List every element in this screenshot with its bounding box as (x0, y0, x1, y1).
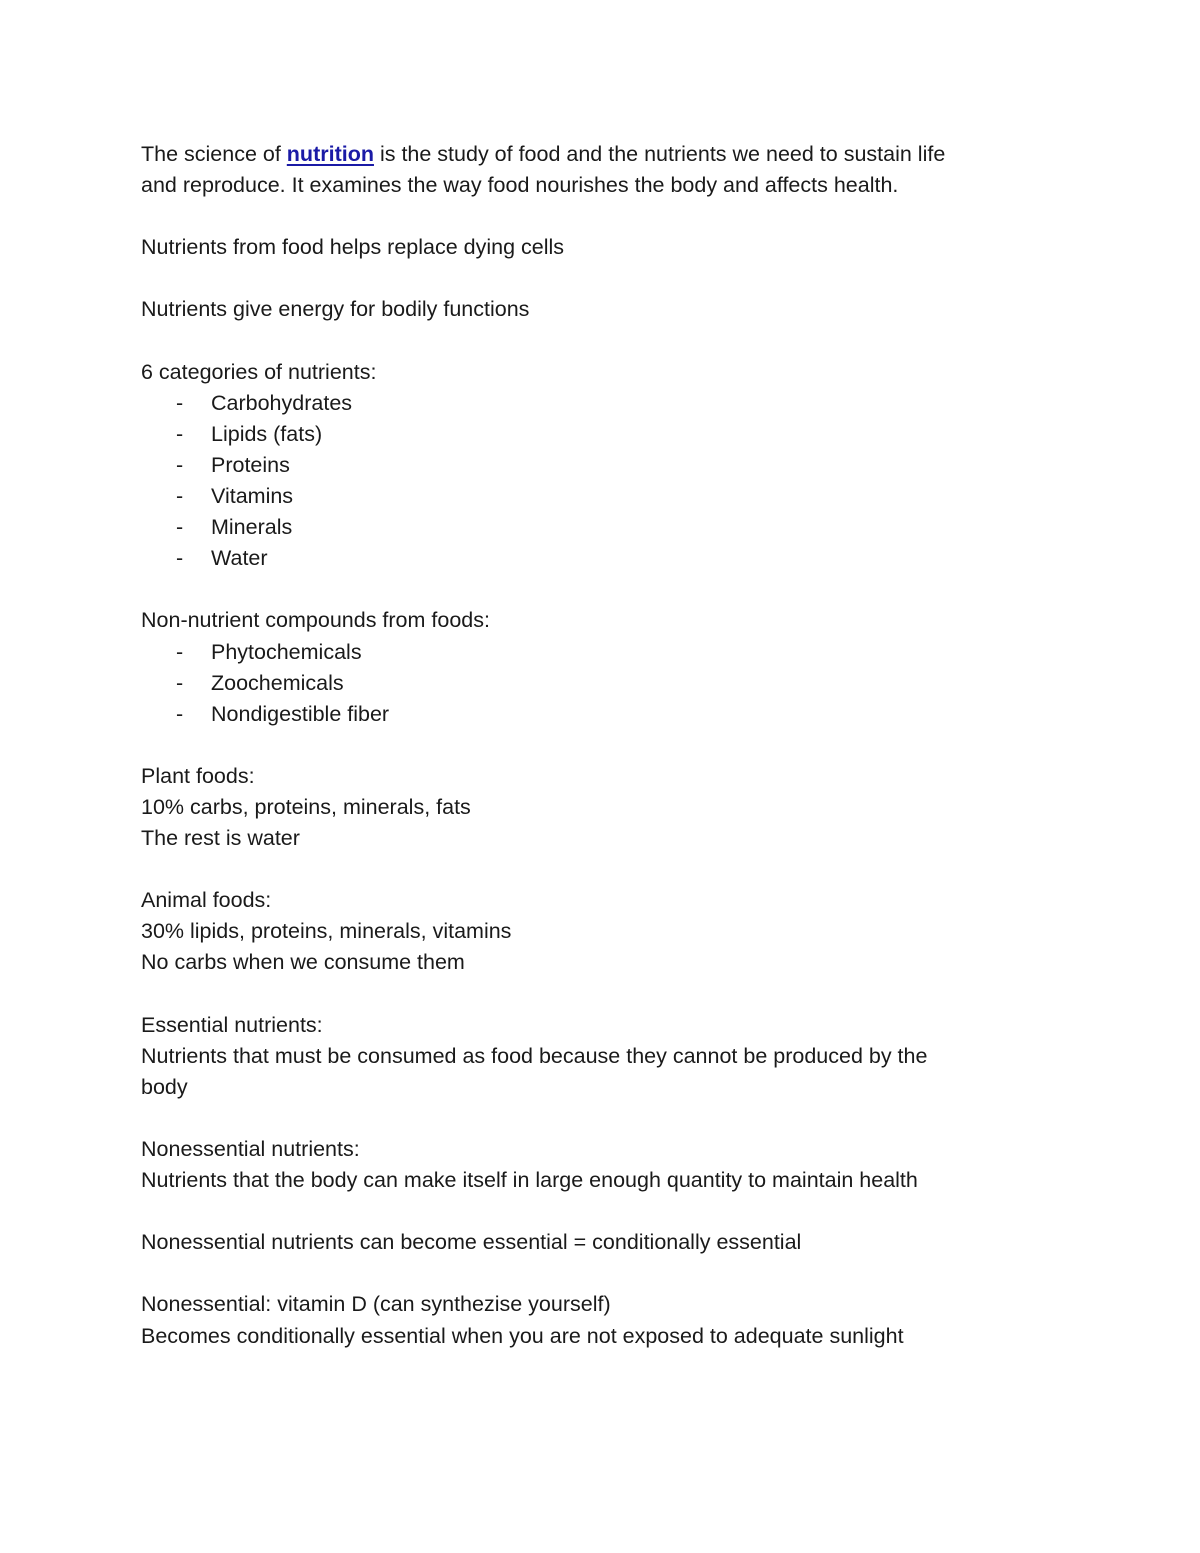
paragraph-gap (141, 730, 1041, 761)
document-page (141, 139, 1041, 1352)
intro-line-2: and reproduce. It examines the way food nourishes the body and affects health. (141, 173, 899, 198)
dash-bullet: - (176, 515, 184, 540)
intro-line-1 (141, 139, 1041, 170)
list-item (141, 699, 1041, 730)
dash-bullet: - (176, 421, 184, 446)
non-nutrients-list (141, 637, 1041, 730)
list-item (141, 543, 1041, 574)
list-item (141, 637, 1041, 668)
paragraph-gap (141, 854, 1041, 885)
list-item-text: Minerals (211, 515, 293, 540)
nutrition-link[interactable]: nutrition (286, 142, 374, 166)
paragraph-gap (141, 263, 1041, 294)
nonessential-line-1: Nutrients that the body can make itself in large enough quantity to maintain health (141, 1168, 918, 1193)
list-item (141, 388, 1041, 419)
plant-foods-line-1: 10% carbs, proteins, minerals, fats (141, 794, 471, 819)
list-item-text: Water (211, 546, 268, 571)
paragraph-gap (141, 979, 1041, 1010)
dash-bullet: - (176, 546, 184, 571)
dash-bullet: - (176, 639, 184, 664)
nonessential-heading: Nonessential nutrients: (141, 1137, 360, 1161)
list-item-text: Carbohydrates (211, 390, 353, 415)
essential-heading: Essential nutrients: (141, 1012, 323, 1037)
dash-bullet: - (176, 670, 184, 695)
statement-energy: Nutrients give energy for bodily functions (141, 297, 530, 322)
dash-bullet: - (176, 452, 184, 477)
dash-bullet: - (176, 701, 184, 726)
statement-replace-cells: Nutrients from food helps replace dying cells (141, 235, 565, 260)
list-item-text: Vitamins (211, 484, 294, 509)
list-item (141, 481, 1041, 512)
paragraph-gap (141, 574, 1041, 605)
animal-foods-line-2: No carbs when we consume them (141, 950, 465, 975)
paragraph-gap (141, 1258, 1041, 1289)
intro-text-before-link: The science of (141, 142, 287, 166)
essential-line-1: Nutrients that must be consumed as food because they cannot be produced by the (141, 1043, 928, 1068)
vitamin-d-line-1: Nonessential: vitamin D (can synthezise yourself) (141, 1292, 611, 1317)
animal-foods-line-1: 30% lipids, proteins, minerals, vitamins (141, 919, 512, 944)
list-item-text: Zoochemicals (211, 670, 344, 695)
essential-line-2: body (141, 1074, 188, 1099)
list-item-text: Phytochemicals (211, 639, 362, 664)
list-item (141, 668, 1041, 699)
list-item-text: Nondigestible fiber (211, 701, 390, 726)
non-nutrients-heading: Non-nutrient compounds from foods: (141, 608, 490, 633)
conditional-statement: Nonessential nutrients can become essential = conditionally essential (141, 1230, 802, 1255)
dash-bullet: - (176, 390, 184, 415)
list-item (141, 419, 1041, 450)
list-item-text: Lipids (fats) (211, 421, 323, 446)
paragraph-gap (141, 326, 1041, 357)
intro-text-after-link: is the study of food and the nutrients we need to sustain life (373, 142, 946, 166)
list-item-text: Proteins (211, 452, 290, 477)
paragraph-gap (141, 201, 1041, 232)
paragraph-gap (141, 1196, 1041, 1227)
vitamin-d-line-2: Becomes conditionally essential when you are not exposed to adequate sunlight (141, 1323, 904, 1348)
plant-foods-line-2: The rest is water (141, 826, 300, 851)
dash-bullet: - (176, 484, 184, 509)
list-item (141, 512, 1041, 543)
categories-list (141, 388, 1041, 575)
paragraph-gap (141, 1103, 1041, 1134)
animal-foods-heading: Animal foods: (141, 888, 272, 913)
categories-heading: 6 categories of nutrients: (141, 359, 377, 384)
plant-foods-heading: Plant foods: (141, 763, 255, 788)
list-item (141, 450, 1041, 481)
